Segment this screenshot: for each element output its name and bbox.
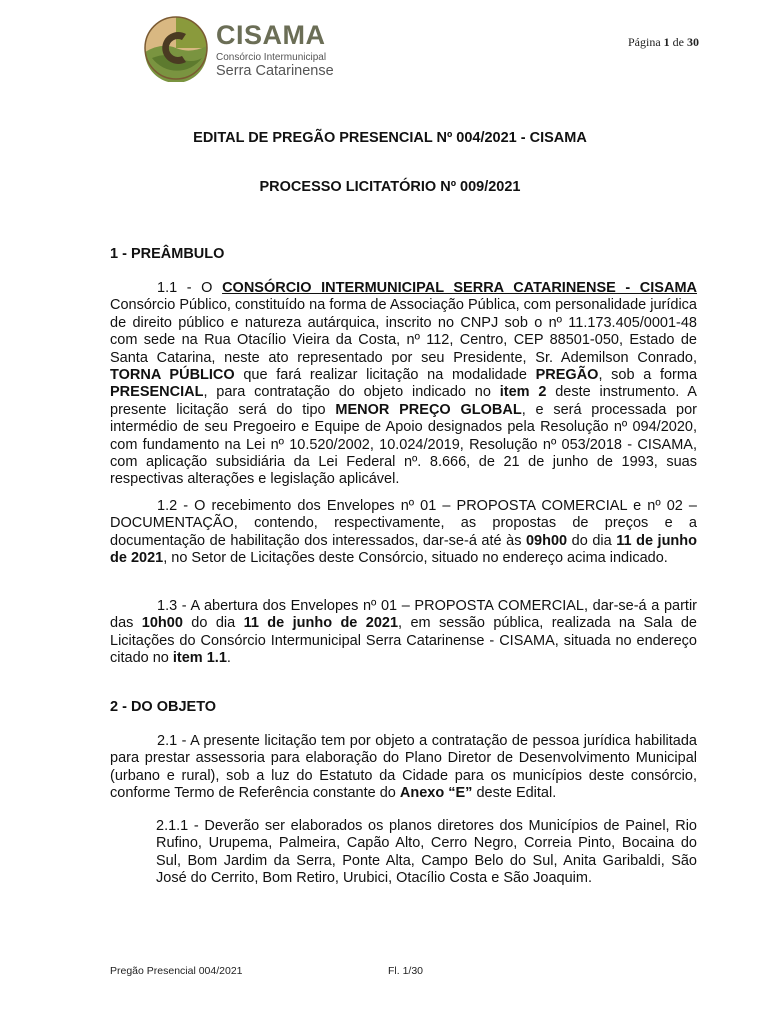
- p13-text-g: .: [226, 650, 231, 667]
- footer-folio: Fl. 1/30: [388, 965, 424, 977]
- p11-text-m: , e será processada por intermédio de seu Pregoeiro e Equipe de Apoio designados pela Resolução nº 094/2020, com fundamento na Lei nº 10.520/2002, 10.024/2019, Resolução nº 053/2018 - CISAMA, com aplicação subsidiária da Lei Federal nº. 8.666, de 21 de junho de 1993, suas respectivas alterações e legislação aplicável.: [110, 401, 697, 488]
- p13-text-e: , em sessão pública, realizada na Sala de Licitações do Consórcio Intermunicipal Serra Catarinense - CISAMA, situada no endereço citado no: [110, 615, 697, 667]
- section-2-heading: 2 - DO OBJETO: [110, 699, 217, 715]
- p21-bold-b: Anexo “E”: [399, 785, 473, 802]
- paragraph-1-1: [110, 280, 697, 489]
- p11-text-c: Consórcio Público, constituído na forma de Associação Pública, com personalidade jurídica de direito público e natureza autárquica, inscrito no CNPJ sob o nº 11.173.405/0001-48 com sede na Rua Otacílio Vieira da Costa, nº 112, Centro, CEP 88501-050, Estado de Santa Catarina, neste ato representado por seu Presidente, Sr. Ademilson Conrado,: [110, 297, 697, 366]
- p12-text-c: do dia: [567, 532, 617, 549]
- p11-text-i: , para contratação do objeto indicado no: [203, 384, 500, 401]
- page-total: 30: [687, 35, 699, 49]
- p12-bold-d: 11 de junho de 2021: [110, 532, 698, 567]
- p11-text-k: deste instrumento. A presente licitação será do tipo: [110, 384, 697, 418]
- p13-text-c: do dia: [182, 615, 244, 632]
- p11-bold-h: PRESENCIAL: [110, 384, 204, 401]
- p12-text-e: , no Setor de Licitações deste Consórcio, situado no endereço acima indicado.: [163, 550, 668, 567]
- paragraph-2-1-1: 2.1.1 - Deverão ser elaborados os planos diretores dos Municípios de Painel, Rio Rufino, Urupema, Palmeira, Capão Alto, Cerro Negro, Correia Pinto, Bocaina do Sul, Bom Jardim da Serra, Ponte Alta, Campo Belo do Sul, Anita Garibaldi, São José do Cerrito, Bom Retiro, Urubici, Otacílio Costa e São Joaquim.: [156, 818, 697, 887]
- p11-text-a: 1.1 - O: [157, 280, 223, 296]
- section-1-heading: 1 - PREÂMBULO: [110, 246, 225, 262]
- p13-bold-f: item 1.1: [172, 650, 227, 667]
- p13-bold-d: 11 de junho de 2021: [243, 615, 399, 632]
- p21-text-c: deste Edital.: [472, 785, 557, 802]
- page-number: [628, 35, 699, 50]
- p13-bold-b: 10h00: [141, 615, 183, 632]
- p11-bold-f: PREGÃO: [535, 367, 599, 384]
- cisama-logo: [142, 12, 342, 82]
- paragraph-1-2: [110, 498, 697, 568]
- p21-text-a: 2.1 - A presente licitação tem por objeto a contratação de pessoa jurídica habilitada para prestar assessoria para elaboração do Plano Diretor de Desenvolvimento Municipal (urbano e rural), sob a luz do Estatuto da Cidade para os municípios deste consórcio, conforme Termo de Referência constante do: [110, 733, 697, 802]
- p11-bold-l: MENOR PREÇO GLOBAL: [335, 401, 522, 418]
- p11-bold-j: item 2: [499, 384, 547, 401]
- logo-subtitle-line2: Serra Catarinense: [216, 63, 334, 79]
- paragraph-2-1: [110, 733, 697, 803]
- logo-subtitle-line1: Consórcio Intermunicipal: [216, 52, 327, 63]
- p11-text-g: , sob a forma: [598, 367, 698, 384]
- p12-bold-b: 09h00: [525, 532, 568, 549]
- page-prefix: Página: [628, 35, 664, 49]
- p13-text-a: 1.3 - A abertura dos Envelopes nº 01 – PROPOSTA COMERCIAL, dar-se-á a partir das: [110, 598, 697, 632]
- consortium-name: CONSÓRCIO INTERMUNICIPAL SERRA CATARINENSE - CISAMA: [222, 280, 697, 296]
- page-mid: de: [669, 35, 687, 49]
- p11-bold-d: TORNA PÚBLICO: [110, 367, 235, 384]
- logo-title: CISAMA: [216, 20, 326, 50]
- p12-text-a: 1.2 - O recebimento dos Envelopes nº 01 – PROPOSTA COMERCIAL e nº 02 – DOCUMENTAÇÃO, contendo, respectivamente, as propostas de preços e a documentação de habilitação dos interessados, dar-se-á até às: [110, 498, 697, 549]
- paragraph-1-3: [110, 598, 697, 668]
- footer-document-ref: Pregão Presencial 004/2021: [110, 965, 243, 977]
- cisama-emblem-icon: [142, 12, 212, 82]
- process-title: PROCESSO LICITATÓRIO Nº 009/2021: [259, 179, 521, 195]
- document-title: EDITAL DE PREGÃO PRESENCIAL Nº 004/2021 - CISAMA: [193, 130, 587, 146]
- page-current: 1: [663, 35, 670, 49]
- p11-text-e: que fará realizar licitação na modalidade: [234, 367, 536, 384]
